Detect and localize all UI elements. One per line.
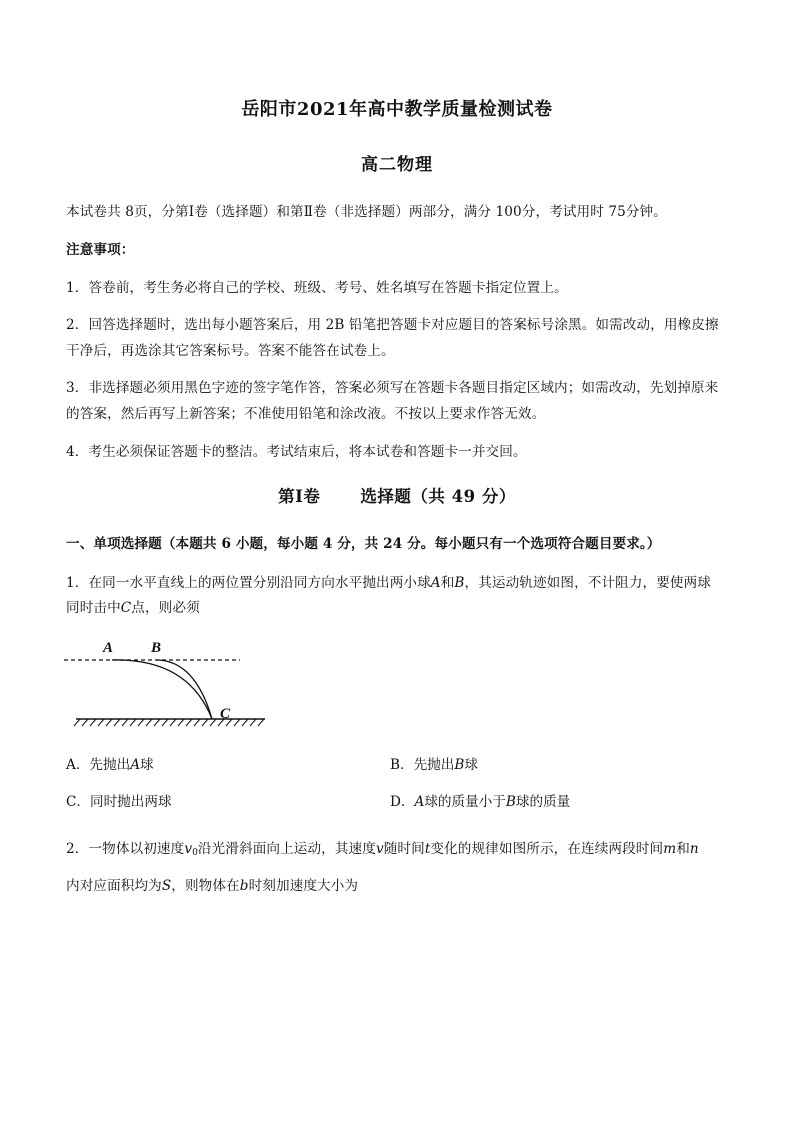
q1-text-line2 bbox=[66, 599, 200, 617]
q2-text: 和 bbox=[676, 841, 690, 857]
label-b: B bbox=[151, 640, 162, 656]
q1-text: 和 bbox=[440, 575, 455, 591]
option-text: 球的质量小于 bbox=[424, 794, 506, 810]
q1-option-b[interactable] bbox=[390, 756, 478, 774]
q2-text: 沿光滑斜面向上运动，其速度 bbox=[197, 841, 376, 857]
q2-var-v0-subscript: 0 bbox=[192, 848, 198, 858]
trajectory-a bbox=[112, 660, 212, 719]
exam-title: 岳阳市2021年高中教学质量检测试卷 bbox=[241, 99, 553, 120]
intro-text: 本试卷共 8页，分第Ⅰ卷（选择题）和第Ⅱ卷（非选择题）两部分，满分 100分，考试用时 75分钟。 bbox=[66, 204, 667, 220]
trajectory-diagram bbox=[60, 630, 280, 730]
q1-text: 点，则必须 bbox=[131, 600, 200, 616]
q2-text: 时刻加速度大小为 bbox=[248, 878, 359, 894]
q2-var-b: b bbox=[239, 878, 249, 894]
q2-var-v0: v bbox=[184, 841, 193, 857]
q2-var-s: S bbox=[161, 878, 172, 894]
q1-option-d[interactable] bbox=[390, 793, 570, 811]
section-title bbox=[0, 488, 794, 506]
note-item: 干净后，再选涂其它答案标号。答案不能答在试卷上。 bbox=[66, 343, 395, 359]
q1-text: ，其运动轨迹如图，不计阻力，要使两球 bbox=[464, 575, 712, 591]
note-item: 3．非选择题必须用黑色字迹的签字笔作答，答案必须写在答题卡各题目指定区域内；如需改动，先划掉原来 bbox=[66, 380, 719, 396]
option-var: A bbox=[130, 757, 141, 773]
q2-text: ，则物体在 bbox=[171, 878, 240, 894]
note-item: 2．回答选择题时，选出每小题答案后，用 2B 铅笔把答题卡对应题目的答案标号涂黑。如需改动，用橡皮擦 bbox=[66, 317, 719, 333]
q1-text: 同时击中 bbox=[66, 600, 121, 616]
q2-text-line1 bbox=[66, 840, 699, 858]
subject-title: 高二物理 bbox=[361, 155, 433, 175]
q2-text: 2．一物体以初速度 bbox=[66, 841, 185, 857]
option-text: 球的质量 bbox=[515, 794, 571, 810]
option-text: 球 bbox=[140, 757, 154, 773]
q1-var-c: C bbox=[120, 600, 132, 616]
option-text: B．先抛出 bbox=[390, 757, 455, 773]
q1-option-a[interactable] bbox=[66, 756, 154, 774]
q2-var-v: v bbox=[375, 841, 384, 857]
option-text: A．先抛出 bbox=[66, 757, 131, 773]
q2-var-n: n bbox=[689, 841, 699, 857]
option-text: D． bbox=[390, 794, 415, 810]
note-item: 1．答卷前，考生务必将自己的学校、班级、考号、姓名填写在答题卡指定位置上。 bbox=[66, 280, 568, 296]
label-c: C bbox=[220, 706, 231, 722]
note-item: 4．考生必须保证答题卡的整洁。考试结束后，将本试卷和答题卡一并交回。 bbox=[66, 444, 527, 460]
section-subheading: 一、单项选择题（本题共 6 小题，每小题 4 分，共 24 分。每小题只有一个选项符合题目要求。） bbox=[66, 536, 661, 552]
q2-text-line2 bbox=[66, 877, 358, 895]
q1-var-b: B bbox=[454, 575, 465, 591]
q2-text: 随时间 bbox=[383, 841, 425, 857]
q1-option-c[interactable]: C．同时抛出两球 bbox=[66, 794, 172, 810]
option-text: 球 bbox=[464, 757, 478, 773]
ground-hatching bbox=[74, 719, 264, 726]
q2-text: 变化的规律如图所示，在连续两段时间 bbox=[430, 841, 664, 857]
label-a: A bbox=[103, 640, 114, 656]
section-part: 第Ⅰ卷 bbox=[278, 487, 321, 506]
option-var: A bbox=[414, 794, 425, 810]
q2-var-m: m bbox=[663, 841, 677, 857]
section-name: 选择题（共 49 分） bbox=[360, 487, 516, 506]
option-var: B bbox=[454, 757, 465, 773]
q1-text: 1．在同一水平直线上的两位置分别沿同方向水平抛出两小球 bbox=[66, 575, 431, 591]
q2-text: 内对应面积均为 bbox=[66, 878, 162, 894]
note-item: 的答案，然后再写上新答案；不准使用铅笔和涂改液。不按以上要求作答无效。 bbox=[66, 406, 546, 422]
q2-var-t: t bbox=[424, 841, 431, 857]
q1-text-line1 bbox=[66, 574, 711, 592]
q1-var-a: A bbox=[430, 575, 441, 591]
option-var: B bbox=[505, 794, 516, 810]
notes-heading: 注意事项： bbox=[66, 242, 135, 258]
